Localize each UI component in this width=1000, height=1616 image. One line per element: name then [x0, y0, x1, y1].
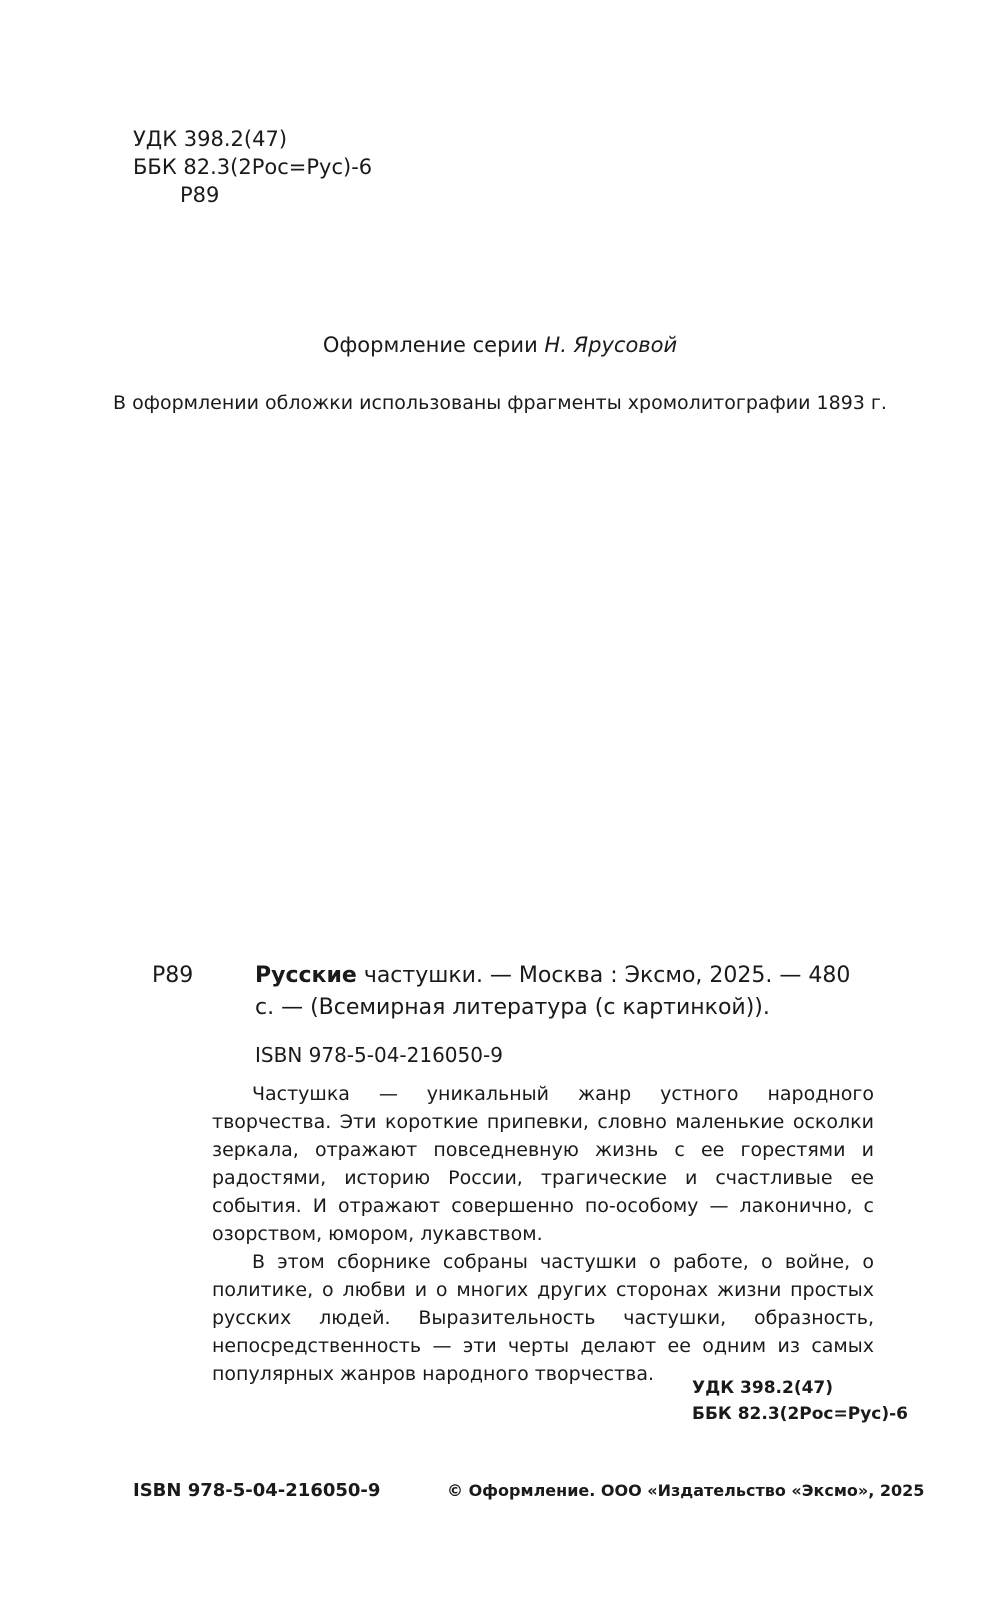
- footer-copyright: © Оформление. ООО «Издательство «Эксмо», 2025: [447, 1481, 925, 1500]
- cover-note: В оформлении обложки использованы фрагменты хромолитографии 1893 г.: [113, 392, 887, 414]
- bibliography-isbn: ISBN 978-5-04-216050-9: [255, 1043, 503, 1067]
- bibliography-rest: частушки. — Москва : Эксмо, 2025. — 480 с. — (Всемирная литература (с картинкой)).: [255, 963, 851, 1020]
- annotation-paragraph: Частушка — уникальный жанр устного народного творчества. Эти короткие припевки, словно маленькие осколки зеркала, отражают повседневную жизнь с ее горестями и радостями, историю России, трагические и счастливые ее события. И отражают совершенно по-особому — лаконично, с озорством, юмором, лукавством.: [212, 1083, 874, 1245]
- bibliographic-record: [255, 960, 875, 1024]
- bibliography-author-code: Р89: [152, 963, 194, 988]
- bibliography-title-bold: Русские: [255, 963, 357, 988]
- author-code: Р89: [180, 183, 220, 207]
- classification-block-bottom: [692, 1375, 908, 1427]
- annotation: [212, 1080, 874, 1388]
- udk-code-bottom: УДК 398.2(47): [692, 1378, 834, 1398]
- bbk-code: ББК 82.3(2Рос=Рус)-6: [133, 155, 373, 179]
- udk-code: УДК 398.2(47): [133, 127, 288, 151]
- classification-block-top: [133, 125, 372, 209]
- series-design-credit: [0, 333, 1000, 357]
- bbk-code-bottom: ББК 82.3(2Рос=Рус)-6: [692, 1404, 909, 1424]
- footer-isbn: ISBN 978-5-04-216050-9: [133, 1480, 381, 1501]
- series-design-prefix: Оформление серии: [322, 333, 545, 357]
- annotation-paragraph: В этом сборнике собраны частушки о работе, о войне, о политике, о любви и о многих других сторонах жизни простых русских людей. Выразительность частушки, образность, непосредственность — эти черты делают ее одним из самых популярных жанров народного творчества.: [212, 1251, 874, 1385]
- series-designer-name: Н. Ярусовой: [544, 333, 678, 357]
